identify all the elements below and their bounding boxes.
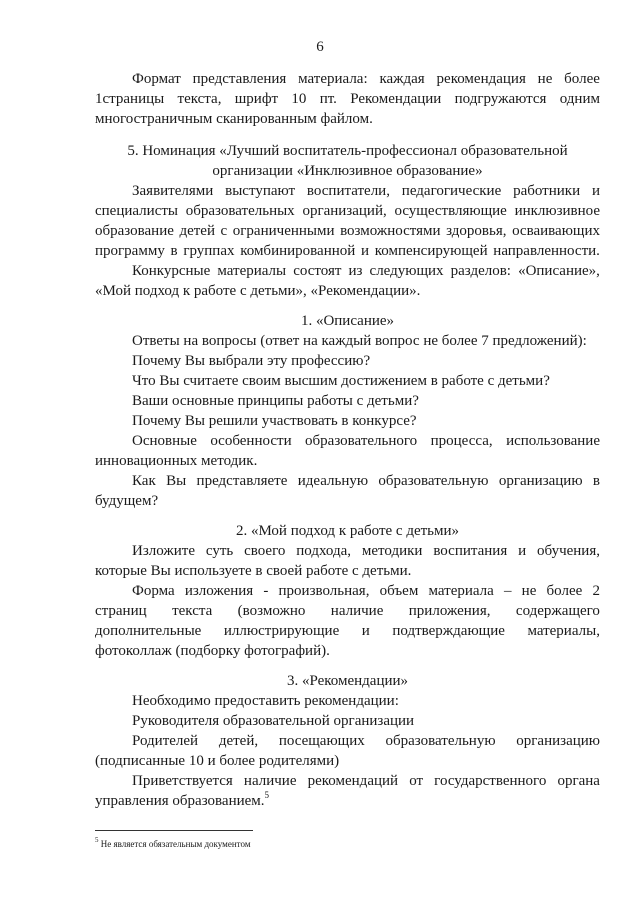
word: объем — [379, 583, 419, 599]
word: детей, — [218, 733, 259, 749]
section5-p2-line-2: «Мой подход к работе с детьми», «Рекомендации». — [95, 283, 421, 299]
word: Родителей — [132, 733, 199, 749]
word: с — [220, 223, 228, 239]
section5-p1-line-1 — [132, 182, 600, 201]
word: государственного — [434, 773, 547, 789]
word: 10 — [291, 91, 307, 107]
section5-title-line-1: 5. Номинация «Лучший воспитатель-профессионал образовательной — [127, 143, 568, 159]
word: здоровья, — [446, 223, 507, 239]
word: материала: — [298, 71, 368, 87]
word: образовательных — [185, 203, 295, 219]
word: и — [591, 183, 600, 199]
opisanie-question-6-line-2: будущем? — [95, 493, 159, 509]
word: методики — [361, 543, 423, 559]
rekomendacii-line-5 — [132, 772, 600, 791]
word: работники — [513, 183, 581, 199]
word: выступают — [225, 183, 296, 199]
word: программу — [95, 243, 165, 259]
word: страниц — [95, 603, 147, 619]
word: рекомендаций — [307, 773, 399, 789]
word: образовательную — [385, 733, 496, 749]
word: Основные — [132, 433, 197, 449]
word: Приветствуется — [132, 773, 233, 789]
opisanie-questions-intro: Ответы на вопросы (ответ на каждый вопрос не более 7 предложений): — [132, 333, 587, 349]
footnote-divider — [95, 830, 253, 831]
word: шрифт — [234, 91, 279, 107]
word: подтверждающие — [392, 623, 505, 639]
word: не — [537, 71, 553, 87]
word: ограниченными — [232, 223, 335, 239]
word: текста — [172, 603, 213, 619]
section5-p1-line-4 — [95, 242, 600, 261]
opisanie-question-5-line-2: инновационных методик. — [95, 453, 258, 469]
opisanie-question-4: Почему Вы решили участвовать в конкурсе? — [132, 413, 417, 429]
word: представления — [192, 71, 287, 87]
word: образовательного — [305, 433, 418, 449]
word: приложения, — [408, 603, 491, 619]
word: использование — [506, 433, 600, 449]
word: направленности. — [493, 243, 600, 259]
opisanie-question-2: Что Вы считаете своим высшим достижением в работе с детьми? — [132, 373, 550, 389]
word: 2 — [592, 583, 600, 599]
footnote-reference[interactable]: 5 — [264, 790, 270, 800]
word: своего — [244, 543, 286, 559]
word: специалисты — [95, 203, 178, 219]
word: органа — [557, 773, 600, 789]
podhod-p1-line-2: которые Вы используете в своей работе с детьми. — [95, 563, 412, 579]
podhod-p2-line-2 — [95, 602, 600, 621]
podhod-p1-line-1 — [132, 542, 600, 561]
word: 1страницы — [95, 91, 165, 107]
section5-title-line-2: организации «Инклюзивное образование» — [212, 163, 483, 179]
rekomendacii-line-6: управления образованием.$^5$ — [95, 790, 270, 809]
rekomendacii-title: 3. «Рекомендации» — [286, 673, 409, 689]
word: организаций, — [302, 203, 387, 219]
opisanie-question-1: Почему Вы выбрали эту профессию? — [132, 353, 371, 369]
podhod-title: 2. «Мой подход к работе с детьми» — [235, 523, 460, 539]
word: осуществляющие — [394, 203, 507, 219]
word: представляете — [196, 473, 288, 489]
format-line-3: многостраничным сканированным файлом. — [95, 111, 373, 127]
word: каждая — [379, 71, 425, 87]
word: Формат — [132, 71, 181, 87]
word: комбинированной — [240, 243, 356, 259]
word: обучения, — [537, 543, 600, 559]
word: разделов: — [450, 263, 511, 279]
word: материалы — [217, 263, 287, 279]
opisanie-question-6-line-1 — [132, 472, 600, 491]
podhod-p2-line-1 — [132, 582, 600, 601]
word: и — [360, 243, 370, 259]
word: Вы — [166, 473, 187, 489]
word: наличие — [243, 773, 297, 789]
word: одним — [559, 91, 600, 107]
word: суть — [205, 543, 234, 559]
word: подхода, — [296, 543, 351, 559]
word: в — [170, 243, 178, 259]
opisanie-question-3: Ваши основные принципы работы с детьми? — [132, 393, 419, 409]
format-line-2 — [95, 90, 600, 109]
word: - — [263, 583, 269, 599]
word: Изложите — [132, 543, 195, 559]
word: воспитатели, — [306, 183, 390, 199]
word: детей — [179, 223, 215, 239]
word: организацию — [516, 733, 600, 749]
opisanie-question-5-line-1 — [132, 432, 600, 451]
word: состоят — [293, 263, 342, 279]
word: осваивающих — [512, 223, 600, 239]
word: посещающих — [278, 733, 365, 749]
word: Рекомендации — [350, 91, 442, 107]
word: материалы, — [527, 623, 600, 639]
word: образование — [95, 223, 174, 239]
word: текста, — [177, 91, 222, 107]
word: Заявителями — [132, 183, 214, 199]
word: подгружаются — [454, 91, 547, 107]
section5-p1-line-2 — [95, 202, 600, 221]
word: (возможно — [237, 603, 306, 619]
word: рекомендация — [436, 71, 526, 87]
page-number: 6 — [316, 39, 324, 55]
word: из — [348, 263, 363, 279]
word: особенности — [210, 433, 292, 449]
word: – — [504, 583, 512, 599]
word: следующих — [369, 263, 444, 279]
format-line-1 — [132, 70, 600, 89]
podhod-p2-line-4: фотоколлаж (подборку фотографий). — [95, 643, 330, 659]
section5-p1-line-3 — [95, 222, 600, 241]
word: педагогические — [401, 183, 502, 199]
word: от — [409, 773, 424, 789]
word: иллюстрирующие — [223, 623, 340, 639]
word: идеальную — [297, 473, 369, 489]
word: пт. — [319, 91, 337, 107]
word: «Описание», — [518, 263, 600, 279]
word: возможностями — [340, 223, 441, 239]
footnote: $^5$ Не является обязательным документом — [95, 836, 251, 849]
word: инклюзивное — [514, 203, 600, 219]
word: воспитания — [433, 543, 508, 559]
word: компенсирующей — [374, 243, 488, 259]
word: Форма — [132, 583, 175, 599]
word: в — [592, 473, 600, 489]
word: процесса, — [430, 433, 493, 449]
opisanie-title: 1. «Описание» — [300, 313, 395, 329]
word: и — [361, 623, 370, 639]
word: организацию — [498, 473, 583, 489]
word: образовательную — [378, 473, 489, 489]
word: и — [518, 543, 527, 559]
word: не — [521, 583, 537, 599]
rekomendacii-line-2: Руководителя образовательной организации — [132, 713, 415, 729]
word: содержащего — [515, 603, 600, 619]
word: более — [564, 71, 600, 87]
word: произвольная, — [278, 583, 370, 599]
podhod-p2-line-3 — [95, 622, 600, 641]
word: Конкурсные — [132, 263, 211, 279]
word: наличие — [330, 603, 384, 619]
rekomendacii-line-3 — [132, 732, 600, 751]
word: материала — [428, 583, 494, 599]
word: более — [546, 583, 583, 599]
word: группах — [183, 243, 235, 259]
section5-p2-line-1 — [132, 262, 600, 281]
word: изложения — [184, 583, 254, 599]
word: Как — [132, 473, 156, 489]
rekomendacii-line-1: Необходимо предоставить рекомендации: — [132, 693, 399, 709]
rekomendacii-line-4: (подписанные 10 и более родителями) — [95, 753, 340, 769]
word: дополнительные — [95, 623, 202, 639]
